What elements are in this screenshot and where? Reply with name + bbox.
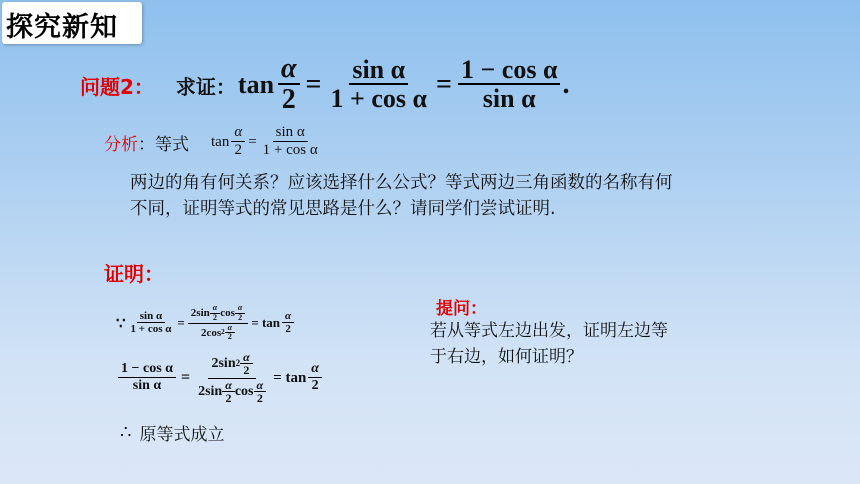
analysis-line <box>104 122 321 162</box>
equals-2: = <box>436 69 452 100</box>
equals-1: = <box>305 69 322 100</box>
p1-tan: = tan <box>251 315 281 330</box>
p2-middle-fraction: 2sin 2 $\frac{\alpha}{2}$ 2sin $\frac{\alpha}{2}$ cos $\frac{\alpha}{2}$ <box>195 351 269 406</box>
period: . <box>562 69 570 100</box>
problem-prompt: 求证： <box>175 74 236 99</box>
tan-text: tan <box>237 70 275 99</box>
small-alpha-over-2: $\frac{\alpha}{2}$ <box>231 125 245 158</box>
question-label: 提问： <box>436 299 487 319</box>
proof-line-1: ∵ $\frac{\text{sin α}}{\text{1 + cos α}}$ = 2sin $\frac{\alpha}{2}$ cos $\frac{\alpha}{2}$ 2cos 2 $\frac{\alpha}{2}$ = tan $\frac{\alpha}{2}$ <box>116 303 294 343</box>
because-symbol: ∵ <box>116 315 126 332</box>
problem-label: 问题2： <box>80 74 154 99</box>
p2-1minuscos-over-sin: $\frac{\text{1 − cos α}}{\text{sin α}}$ <box>118 362 176 393</box>
question-text: 若从等式左边出发，证明左边等于右边，如何证明？ <box>430 321 668 367</box>
conclusion-text: 原等式成立 <box>139 425 225 445</box>
conclusion-line <box>120 420 224 445</box>
analysis-label: 分析 <box>104 134 138 155</box>
problem-statement <box>80 52 569 118</box>
p2-tan: = tan <box>273 369 307 386</box>
section-title: 探究新知 <box>6 12 118 43</box>
analysis-text: 两边的角有何关系？应该选择什么公式？等式两边三角函数的名称有何不同，证明等式的常见思路是什么？请同学们尝试证明. <box>130 173 673 219</box>
small-sin-over-1pluscos: $\frac{\text{sin α}}{\text{1 + cos α}}$ <box>262 124 318 159</box>
analysis-lead: 等式 <box>155 134 189 155</box>
sin-over-1pluscos: $\frac{\text{sin α}}{\text{1 + cos α}}$ <box>330 55 427 114</box>
1minuscos-over-sin: $\frac{\text{1 − cos α}}{\text{sin α}}$ <box>458 56 560 114</box>
analysis-colon: ： <box>138 134 155 155</box>
small-equals: = <box>248 133 257 150</box>
p1-sin-over-1pluscos: $\frac{\text{sin α}}{\text{1 + cos α}}$ <box>130 309 172 336</box>
therefore-symbol: ∴ <box>120 422 132 442</box>
proof-label: 证明： <box>104 262 164 286</box>
small-tan: tan <box>211 133 230 150</box>
proof-line-2: $\frac{\text{1 − cos α}}{\text{sin α}}$ = 2sin 2 $\frac{\alpha}{2}$ 2sin $\frac{\alpha}{2}$ cos $\frac{\alpha}{2}$ = tan $\frac{\alpha}{2}$ <box>118 342 322 414</box>
alpha-over-2: $\frac{\alpha}{2}$ <box>278 54 300 116</box>
p1-middle-fraction: 2sin $\frac{\alpha}{2}$ cos $\frac{\alpha}{2}$ 2cos 2 $\frac{\alpha}{2}$ <box>188 304 249 341</box>
